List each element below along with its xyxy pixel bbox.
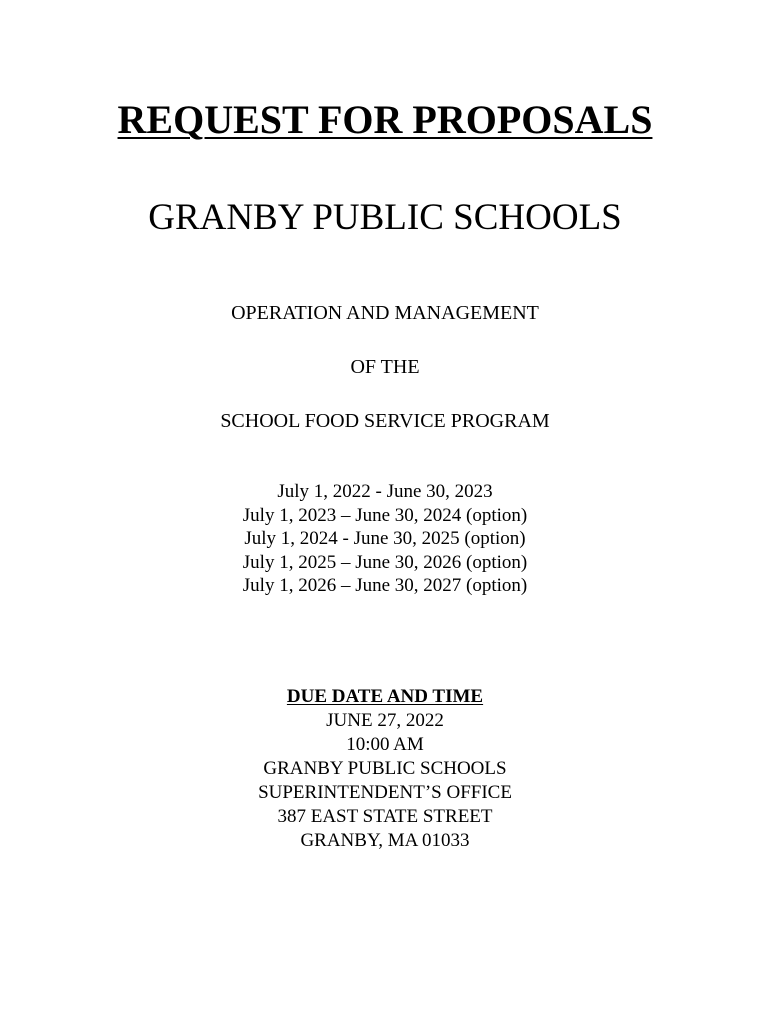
contract-term-2: July 1, 2023 – June 30, 2024 (option) xyxy=(242,504,528,526)
contract-term-4: July 1, 2025 – June 30, 2026 (option) xyxy=(242,551,528,573)
contract-term-5: July 1, 2026 – June 30, 2027 (option) xyxy=(242,575,528,596)
due-time: 10:00 AM xyxy=(346,734,424,755)
document-title: REQUEST FOR PROPOSALS xyxy=(117,97,653,142)
due-date: JUNE 27, 2022 xyxy=(326,710,444,731)
contract-term-1: July 1, 2022 - June 30, 2023 xyxy=(277,481,493,502)
district-name: GRANBY PUBLIC SCHOOLS xyxy=(148,197,622,238)
subtitle-line-3: SCHOOL FOOD SERVICE PROGRAM xyxy=(220,410,550,432)
contract-terms xyxy=(0,480,770,598)
due-office: SUPERINTENDENT’S OFFICE xyxy=(258,782,512,803)
due-date-heading: DUE DATE AND TIME xyxy=(286,686,484,707)
due-organization: GRANBY PUBLIC SCHOOLS xyxy=(263,758,507,779)
due-date-block xyxy=(0,685,770,853)
subtitle-line-2: OF THE xyxy=(350,356,420,378)
due-city-state-zip: GRANBY, MA 01033 xyxy=(300,830,470,851)
contract-term-3: July 1, 2024 - June 30, 2025 (option) xyxy=(244,528,526,549)
subtitle-line-1: OPERATION AND MANAGEMENT xyxy=(231,302,539,324)
due-street-address: 387 EAST STATE STREET xyxy=(277,806,493,827)
